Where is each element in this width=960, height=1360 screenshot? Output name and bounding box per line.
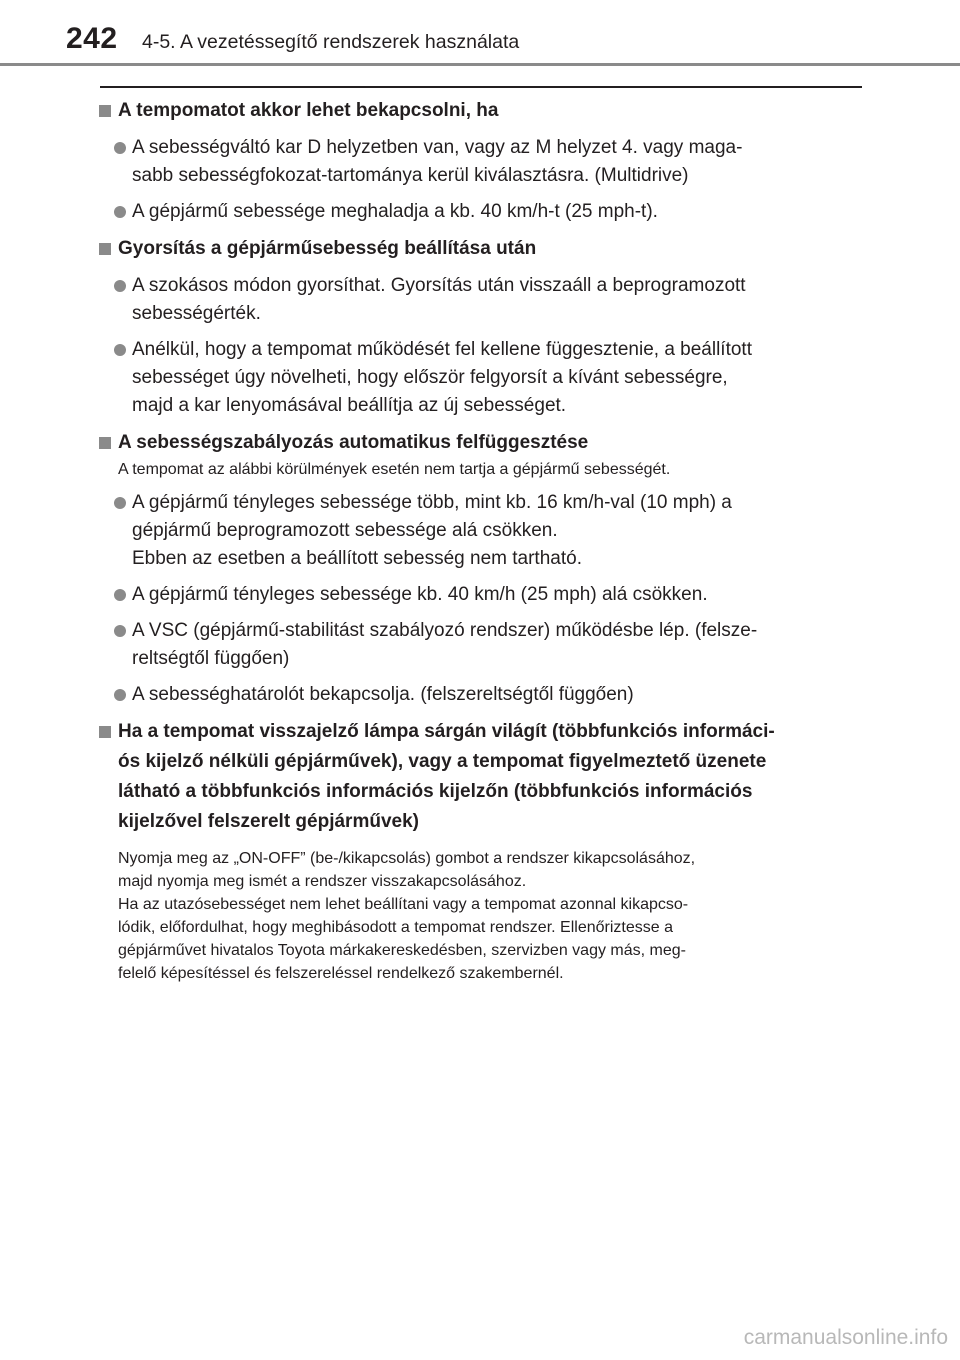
section-heading: A sebességszabályozás automatikus felfüggesztése: [98, 428, 860, 458]
list-item: A gépjármű tényleges sebessége több, mint kb. 16 km/h-val (10 mph) a gépjármű beprogramozott sebessége alá csökken. Ebben az esetben a beállított sebesség nem tartható.: [98, 489, 860, 573]
chapter-title: 4-5. A vezetéssegítő rendszerek használata: [142, 31, 520, 53]
round-bullet-icon: [114, 142, 126, 154]
section-acceleration: [98, 234, 860, 420]
list-item: Anélkül, hogy a tempomat működését fel kellene függesztenie, a beállított sebességet úgy növelheti, hogy először felgyorsít a kívánt sebességre, majd a kar lenyomásával beállítja az új sebességet.: [98, 336, 860, 420]
round-bullet-icon: [114, 280, 126, 292]
page-header: [0, 0, 960, 70]
square-bullet-icon: [99, 726, 111, 738]
square-bullet-icon: [99, 437, 111, 449]
section-automatic-suspension: [98, 428, 860, 709]
list-item: A sebességváltó kar D helyzetben van, vagy az M helyzet 4. vagy maga- sabb sebességfokozat-tartománya kerül kiválasztásra. (Multidrive): [98, 134, 860, 190]
square-bullet-icon: [99, 105, 111, 117]
section-heading: Ha a tempomat visszajelző lámpa sárgán világít (többfunkciós informáci- ós kijelző nélküli gépjárművek), vagy a tempomat figyelmeztető üzenete látható a többfunkciós információs kijelzőn (többfunkciós információs kijelzővel felszerelt gépjárművek): [98, 717, 860, 837]
list-item: A VSC (gépjármű-stabilitást szabályozó rendszer) működésbe lép. (felsze- reltségtől függően): [98, 617, 860, 673]
page-number: 242: [66, 22, 118, 55]
round-bullet-icon: [114, 689, 126, 701]
list-item: A gépjármű sebessége meghaladja a kb. 40 km/h-t (25 mph-t).: [98, 198, 860, 226]
list-item: A gépjármű tényleges sebessége kb. 40 km/h (25 mph) alá csökken.: [98, 581, 860, 609]
section-heading: Gyorsítás a gépjárműsebesség beállítása után: [98, 234, 860, 264]
section-warning-indicator: [98, 717, 860, 985]
header-rule: [0, 63, 960, 66]
document-body: [98, 96, 860, 985]
round-bullet-icon: [114, 344, 126, 356]
square-bullet-icon: [99, 243, 111, 255]
round-bullet-icon: [114, 497, 126, 509]
list-item: A szokásos módon gyorsíthat. Gyorsítás után visszaáll a beprogramozott sebességérték.: [98, 272, 860, 328]
section-heading: A tempomatot akkor lehet bekapcsolni, ha: [98, 96, 860, 126]
round-bullet-icon: [114, 206, 126, 218]
section-note: Nyomja meg az „ON-OFF” (be-/kikapcsolás) gombot a rendszer kikapcsolásához, majd nyomja meg ismét a rendszer visszakapcsolásához. Ha az utazósebességet nem lehet beállítani vagy a tempomat azonnal kikapcso- lódik, előfordulhat, hogy meghibásodott a tempomat rendszer. Ellenőriztesse a gépjárművet hivatalos Toyota márkakereskedésben, szervizben vagy más, meg- felelő képesítéssel és felszereléssel rendelkező szakembernél.: [118, 850, 696, 982]
round-bullet-icon: [114, 625, 126, 637]
section-activation-conditions: [98, 96, 860, 226]
watermark: carmanualsonline.info: [743, 1326, 948, 1349]
list-item: A sebességhatárolót bekapcsolja. (felszereltségtől függően): [98, 681, 860, 709]
content-top-rule: [100, 86, 862, 88]
round-bullet-icon: [114, 589, 126, 601]
section-note: A tempomat az alábbi körülmények esetén nem tartja a gépjármű sebességét.: [118, 461, 671, 478]
